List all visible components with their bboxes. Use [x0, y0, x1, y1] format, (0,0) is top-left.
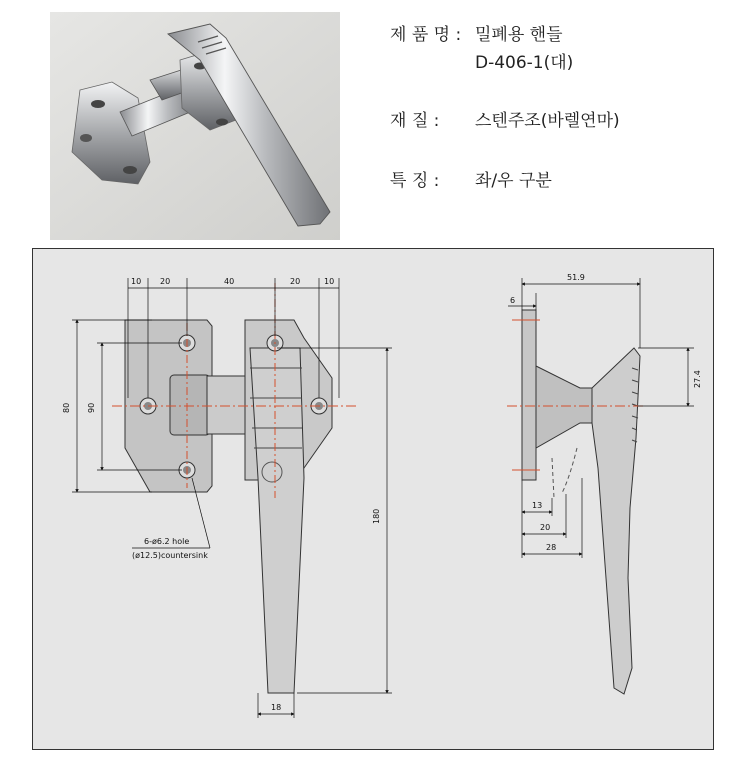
product-name-value: 밀폐용 핸들 — [475, 25, 563, 45]
feature-value: 좌/우 구분 — [475, 171, 552, 191]
dim-bottom-18: 18 — [271, 703, 282, 712]
dim-top-10a: 10 — [131, 277, 142, 286]
dim-top-10b: 10 — [324, 277, 335, 286]
material-label: 재 질 : — [390, 111, 440, 131]
dim-side-51-9: 51.9 — [567, 273, 585, 282]
technical-drawing — [32, 248, 714, 750]
dim-left-90: 90 — [87, 402, 96, 413]
hole-note-2: (ø12.5)countersink — [132, 551, 208, 560]
dim-side-20: 20 — [540, 523, 551, 532]
product-model-value: D-406-1(대) — [475, 53, 574, 73]
product-name-label: 제 품 명 : — [390, 25, 462, 45]
dim-top-20a: 20 — [160, 277, 171, 286]
material-value: 스텐주조(바렐연마) — [475, 111, 620, 131]
dim-side-28: 28 — [546, 543, 557, 552]
dim-side-13: 13 — [532, 501, 543, 510]
dim-top-40: 40 — [224, 277, 235, 286]
product-photo — [50, 12, 340, 240]
hole-note-1: 6-ø6.2 hole — [144, 537, 190, 546]
feature-label: 특 징 : — [390, 171, 440, 191]
dim-right-180: 180 — [372, 508, 381, 524]
dim-side-27-4: 27.4 — [693, 370, 702, 388]
dim-top-20b: 20 — [290, 277, 301, 286]
dim-side-6: 6 — [510, 296, 516, 305]
dim-left-80: 80 — [62, 402, 71, 413]
